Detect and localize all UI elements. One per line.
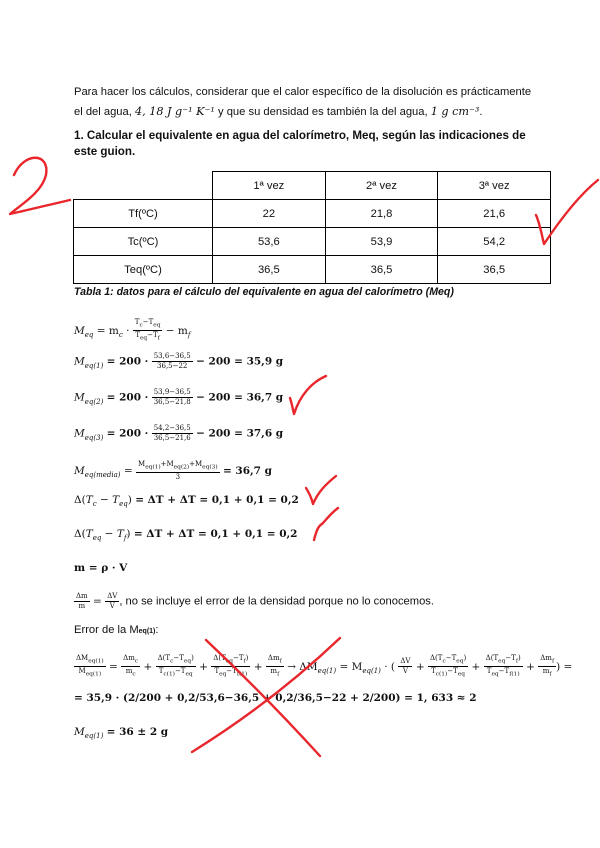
intro-line-1: Para hacer los cálculos, considerar que el calor específico de la disolución es prácticamente xyxy=(74,86,532,98)
row-label: Teq(ºC) xyxy=(74,256,213,284)
equation-final-result: $M_{eq(1)} = 36 \pm 2$ g xyxy=(74,726,169,740)
intro-line-2: el del agua, 4, 18 J g⁻¹ K⁻¹ y que su densidad es también la del agua, 1 g cm⁻³. xyxy=(74,105,483,118)
row-label: Tf(ºC) xyxy=(74,200,213,228)
equation-meq3: $M_{eq(3)} = 200$ · $\frac{54,2-36,5}{36,5-21,6}$ − 200 = 37,6 g xyxy=(74,424,284,442)
table-cell: 36,5 xyxy=(213,256,326,284)
check-mark-icon xyxy=(314,508,338,540)
table-cell: 22 xyxy=(213,200,326,228)
table-cell: 36,5 xyxy=(438,256,551,284)
table-caption: Tabla 1: datos para el cálculo del equivalente en agua del calorímetro (Meq) xyxy=(74,286,454,298)
table-cell: 36,5 xyxy=(325,256,438,284)
table-cell: 53,6 xyxy=(213,228,326,256)
check-mark-icon xyxy=(290,376,326,414)
equation-meq1: $M_{eq(1)} = 200$ · $\frac{53,6-36,5}{36,5-22}$ − 200 = 35,9 g xyxy=(74,352,284,370)
specific-heat-value: 4, 18 J g⁻¹ K⁻¹ xyxy=(134,105,215,118)
equation-error-value: = 35,9 · (2/200 + 0,2/53,6−36,5 + 0,2/36,5−22 + 2/200) = 1, 633 ≈ 2 xyxy=(74,692,477,704)
table-cell: 53,9 xyxy=(325,228,438,256)
equation-meq2: $M_{eq(2)} = 200$ · $\frac{53,9-36,5}{36,5-21,8}$ − 200 = 36,7 g xyxy=(74,388,284,406)
table-header: 3ª vez xyxy=(438,172,551,200)
check-mark-icon xyxy=(306,476,336,504)
cross-out-icon xyxy=(206,640,320,756)
grade-mark-icon xyxy=(10,158,70,214)
equation-density-error: $\frac{\Delta m}{m}$ = $\frac{\Delta V}{V}$ , no se incluye el error de la densidad porque no lo conocemos. xyxy=(76,592,434,610)
table-cell: 54,2 xyxy=(438,228,551,256)
equation-error-propagation: $\frac{\Delta M_{eq(1)}}{M_{eq(1)}}$ = $\frac{\Delta m_c}{m_c}$ + $\frac{\Delta(T_c-T_{eq})}{T_{c(1)}-T_{eq}}$ + $\frac{\Delta(T_{eq}-T_f)}{T_{eq}-T_{f(1)}}$ + $\frac{\Delta m_f}{m_f}$ → $\Delta M_{eq(1)} = M_{eq(1)}$ · ( $\frac{\Delta V}{V}$ + $\frac{\Delta(T_c-T_{eq})}{T_{c(1)}-T_{eq}}$ + $\frac{\Delta(T_{eq}-T_f)}{T_{eq}-T_{f(1)}}$ + $\frac{\Delta m_f}{m_f}$ ) = xyxy=(76,654,573,678)
table-cell: 21,8 xyxy=(325,200,438,228)
table-header: 1ª vez xyxy=(213,172,326,200)
table-cell: 21,6 xyxy=(438,200,551,228)
section-title: 1. Calcular el equivalente en agua del calorímetro, Meq, según las indicaciones de este guion. xyxy=(74,129,526,158)
equation-density: m = ρ · V xyxy=(74,562,128,574)
equation-delta-2: $\Delta(T_{eq} - T_f) = \Delta T + \Delta T = 0,1 + 0,1 = 0,2$ xyxy=(74,528,298,542)
check-mark-icon xyxy=(536,180,598,244)
row-label: Tc(ºC) xyxy=(74,228,213,256)
equation-general: $M_{eq} = m_c$ · $\frac{T_c-T_{eq}}{T_{eq}-T_f}$ − $m_f$ xyxy=(74,318,191,342)
density-value: 1 g cm⁻³ xyxy=(430,105,480,118)
equation-mean: $M_{eq(media)}$ = $\frac{M_{eq(1)}+M_{eq(2)}+M_{eq(3)}}{3}$ = 36,7 g xyxy=(74,460,272,482)
equation-delta-1: $\Delta(T_c - T_{eq}) = \Delta T + \Delta T = 0,1 + 0,1 = 0,2$ xyxy=(74,494,299,508)
error-label: Error de la Meq(1): xyxy=(74,624,159,636)
table-header: 2ª vez xyxy=(325,172,438,200)
cross-out-icon xyxy=(192,638,340,752)
